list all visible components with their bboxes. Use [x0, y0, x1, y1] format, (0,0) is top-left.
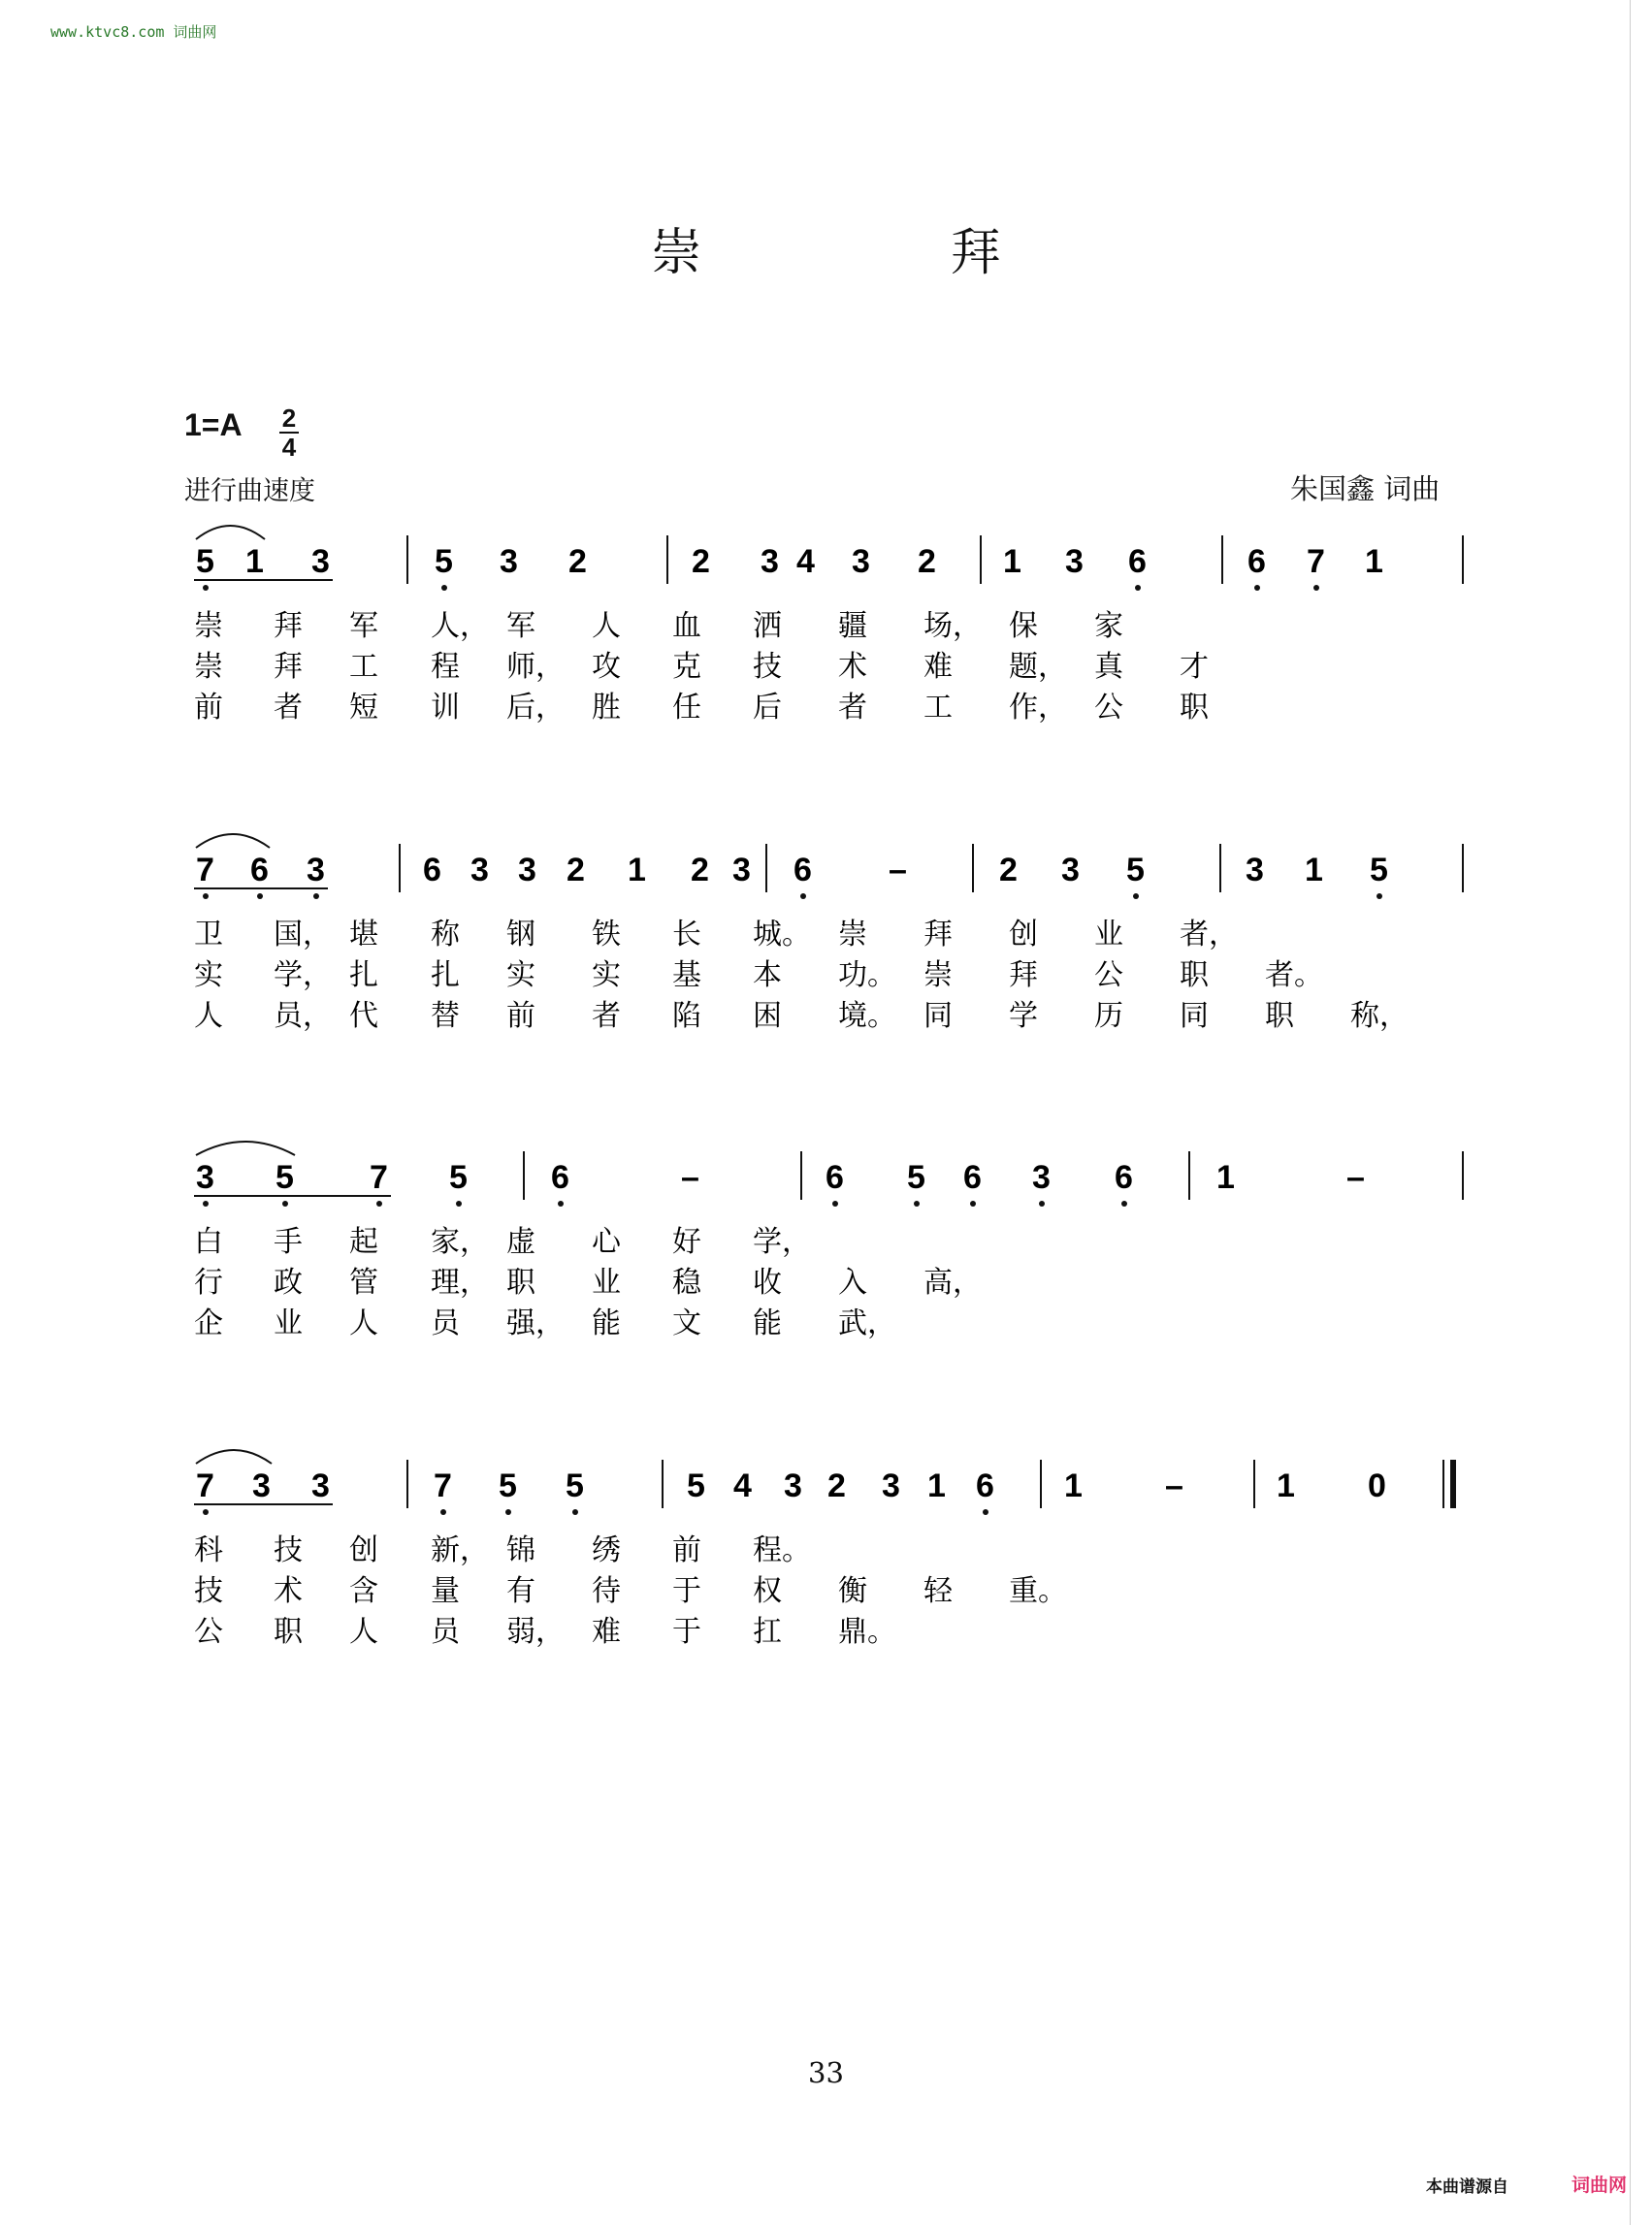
low-octave-dot [203, 1509, 209, 1515]
lyric-char: 学， [274, 958, 332, 992]
note: 2 [692, 543, 710, 580]
lyric-char: 理， [431, 1266, 489, 1300]
low-octave-dot [1121, 1201, 1127, 1207]
note: 6 [1115, 1159, 1133, 1196]
note: 6 [826, 1159, 844, 1196]
lyric-char: 扛 [753, 1615, 782, 1649]
note: 2 [691, 852, 709, 888]
slur [196, 1450, 272, 1464]
lyric-char: 绣 [592, 1533, 621, 1567]
page-number: 33 [808, 2056, 844, 2089]
note: 1 [1365, 543, 1383, 580]
lyric-char: 公 [1094, 958, 1123, 992]
note: 3 [784, 1467, 802, 1504]
note: 3 [311, 1467, 330, 1504]
lyric-char: 崇 [194, 609, 223, 643]
lyric-char: 管 [349, 1266, 378, 1300]
note: 7 [196, 852, 214, 888]
note: 1 [1305, 852, 1323, 888]
lyric-char: 强， [506, 1306, 565, 1340]
lyric-char: 拜 [274, 609, 303, 643]
low-octave-dot [832, 1201, 838, 1207]
low-octave-dot [970, 1201, 976, 1207]
lyric-char: 人， [431, 609, 489, 643]
lyric-char: 堪 [349, 918, 378, 951]
lyric-char: 疆 [838, 609, 867, 643]
note: 3 [1065, 543, 1084, 580]
lyric-char: 收 [753, 1266, 782, 1300]
lyric-char: 称 [431, 918, 460, 951]
note: 3 [1246, 852, 1264, 888]
note: 7 [370, 1159, 388, 1196]
lyric-char: 量 [431, 1574, 460, 1608]
low-octave-dot [440, 1509, 446, 1515]
lyric-char: 技 [274, 1533, 303, 1567]
lyric-char: 陷 [672, 999, 701, 1033]
lyric-char: 武， [838, 1306, 896, 1340]
lyric-char: 程 [431, 650, 460, 684]
lyric-char: 者 [838, 691, 867, 725]
lyric-char: 保 [1009, 609, 1038, 643]
lyric-char: 同 [923, 999, 953, 1033]
note: 6 [976, 1467, 994, 1504]
lyric-char: 待 [592, 1574, 621, 1608]
note: 5 [449, 1159, 468, 1196]
note: 3 [196, 1159, 214, 1196]
lyric-char: 员 [431, 1615, 460, 1649]
lyric-char: 职 [274, 1615, 303, 1649]
lyric-char: 政 [274, 1266, 303, 1300]
note: 5 [275, 1159, 294, 1196]
lyric-char: 军 [506, 609, 535, 643]
low-octave-dot [441, 585, 447, 591]
slur [196, 526, 265, 539]
lyric-char: 有 [506, 1574, 535, 1608]
note: 3 [761, 543, 779, 580]
low-octave-dot [203, 585, 209, 591]
lyric-char: 崇 [194, 650, 223, 684]
low-octave-dot [203, 1201, 209, 1207]
lyric-char: 扎 [349, 958, 378, 992]
note: 2 [827, 1467, 846, 1504]
source-label: 本曲谱源自 [1426, 2177, 1508, 2197]
lyric-char: 文 [672, 1306, 701, 1340]
slur [196, 1142, 295, 1155]
note: 2 [567, 852, 585, 888]
low-octave-dot [1133, 893, 1139, 899]
note: 7 [1307, 543, 1325, 580]
note: 5 [435, 543, 453, 580]
lyric-char: 企 [194, 1306, 223, 1340]
note: 0 [1368, 1467, 1386, 1504]
lyric-char: 师， [506, 650, 565, 684]
low-octave-dot [914, 1201, 920, 1207]
note: 2 [568, 543, 587, 580]
lyric-char: 才 [1180, 650, 1209, 684]
note: 5 [1370, 852, 1388, 888]
lyric-char: 克 [672, 650, 701, 684]
note: 6 [551, 1159, 569, 1196]
lyric-char: 人 [349, 1306, 378, 1340]
lyric-char: 难 [923, 650, 953, 684]
note: 1 [628, 852, 646, 888]
lyric-char: 拜 [274, 650, 303, 684]
lyric-char: 白 [194, 1225, 223, 1259]
slur [196, 834, 270, 848]
lyric-char: 能 [753, 1306, 782, 1340]
low-octave-dot [1135, 585, 1141, 591]
note: 4 [733, 1467, 752, 1504]
note: 3 [470, 852, 489, 888]
lyric-char: 心 [592, 1225, 621, 1259]
lyric-char: 洒 [753, 609, 782, 643]
lyric-char: 人 [592, 609, 621, 643]
note: 3 [732, 852, 751, 888]
lyric-char: 公 [1094, 691, 1123, 725]
note: 7 [434, 1467, 452, 1504]
lyric-char: 于 [672, 1615, 701, 1649]
note: 4 [796, 543, 815, 580]
lyric-char: 工 [923, 691, 953, 725]
lyric-char: 职 [506, 1266, 535, 1300]
note: 2 [999, 852, 1018, 888]
time-signature-bottom: 4 [281, 433, 297, 462]
lyric-char: 者 [274, 691, 303, 725]
lyric-char: 鼎。 [838, 1615, 896, 1649]
lyric-char: 含 [349, 1574, 378, 1608]
lyric-char: 虚 [506, 1225, 535, 1259]
lyric-char: 扎 [431, 958, 460, 992]
lyric-char: 前 [672, 1533, 701, 1567]
lyric-char: 家， [431, 1225, 489, 1259]
lyric-char: 军 [349, 609, 378, 643]
lyric-char: 高， [923, 1266, 982, 1300]
lyric-char: 拜 [923, 918, 953, 951]
lyric-char: 能 [592, 1306, 621, 1340]
lyric-char: 职 [1180, 691, 1209, 725]
lyric-char: 学， [753, 1225, 811, 1259]
low-octave-dot [313, 893, 319, 899]
low-octave-dot [257, 893, 263, 899]
lyric-char: 实 [506, 958, 535, 992]
lyric-char: 血 [672, 609, 701, 643]
note: 6 [1247, 543, 1266, 580]
composer-credit: 朱国鑫 词曲 [1290, 472, 1441, 505]
lyric-char: 行 [194, 1266, 223, 1300]
lyric-char: 短 [349, 691, 378, 725]
lyric-char: 训 [431, 691, 460, 725]
low-octave-dot [1254, 585, 1260, 591]
note: 5 [499, 1467, 517, 1504]
note: 5 [907, 1159, 925, 1196]
low-octave-dot [983, 1509, 988, 1515]
key-signature: 1=A [184, 407, 243, 442]
note: 3 [882, 1467, 900, 1504]
lyric-char: 前 [506, 999, 535, 1033]
lyric-char: 技 [753, 650, 782, 684]
lyric-char: 卫 [194, 918, 223, 951]
lyric-char: 真 [1094, 650, 1123, 684]
lyric-char: 入 [838, 1266, 867, 1300]
note: 3 [252, 1467, 271, 1504]
note: 5 [196, 543, 214, 580]
lyric-char: 业 [274, 1306, 303, 1340]
note: 1 [1216, 1159, 1235, 1196]
lyric-char: 称， [1350, 999, 1409, 1033]
note: 2 [918, 543, 936, 580]
lyric-char: 公 [194, 1615, 223, 1649]
lyric-char: 于 [672, 1574, 701, 1608]
lyric-char: 技 [194, 1574, 223, 1608]
note: 1 [245, 543, 264, 580]
lyric-char: 好 [672, 1225, 701, 1259]
lyric-char: 场， [923, 609, 982, 643]
tempo-marking: 进行曲速度 [184, 476, 315, 506]
lyric-char: 长 [672, 918, 701, 951]
lyric-char: 程。 [753, 1533, 811, 1567]
note: 3 [1061, 852, 1080, 888]
note: 7 [196, 1467, 214, 1504]
lyric-char: 起 [349, 1225, 378, 1259]
note: 3 [311, 543, 330, 580]
lyric-char: 功。 [838, 958, 896, 992]
lyric-char: 者 [592, 999, 621, 1033]
low-octave-dot [376, 1201, 382, 1207]
lyric-char: 铁 [592, 918, 621, 951]
lyric-char: 人 [194, 999, 223, 1033]
sustain-dash: – [681, 1159, 699, 1196]
lyric-char: 国， [274, 918, 332, 951]
low-octave-dot [505, 1509, 511, 1515]
low-octave-dot [800, 893, 806, 899]
note: 3 [852, 543, 870, 580]
lyric-char: 代 [349, 999, 378, 1033]
lyric-char: 职 [1180, 958, 1209, 992]
site-url-watermark: www.ktvc8.com 词曲网 [50, 23, 217, 41]
low-octave-dot [1313, 585, 1319, 591]
lyric-char: 本 [753, 958, 782, 992]
lyric-char: 权 [753, 1574, 782, 1608]
lyric-char: 新， [431, 1533, 489, 1567]
song-title: 崇 拜 [651, 224, 1118, 282]
note: 1 [1003, 543, 1021, 580]
lyric-char: 任 [672, 691, 701, 725]
lyric-char: 弱， [506, 1615, 565, 1649]
lyric-char: 崇 [838, 918, 867, 951]
lyric-char: 业 [592, 1266, 621, 1300]
lyric-char: 实 [592, 958, 621, 992]
note: 6 [794, 852, 812, 888]
note: 3 [307, 852, 325, 888]
lyric-char: 难 [592, 1615, 621, 1649]
sustain-dash: – [889, 852, 907, 888]
note: 1 [1277, 1467, 1295, 1504]
time-signature-top: 2 [281, 403, 297, 433]
lyric-char: 实 [194, 958, 223, 992]
note: 3 [500, 543, 518, 580]
note: 5 [566, 1467, 584, 1504]
lyric-char: 作， [1009, 691, 1067, 725]
note: 5 [1126, 852, 1145, 888]
note: 1 [927, 1467, 946, 1504]
lyric-char: 后 [753, 691, 782, 725]
lyric-char: 崇 [923, 958, 953, 992]
note: 3 [518, 852, 536, 888]
lyric-char: 工 [349, 650, 378, 684]
lyric-char: 替 [431, 999, 460, 1033]
lyric-char: 员， [274, 999, 332, 1033]
lyric-char: 拜 [1009, 958, 1038, 992]
low-octave-dot [282, 1201, 288, 1207]
sustain-dash: – [1346, 1159, 1365, 1196]
lyric-char: 者， [1180, 918, 1238, 951]
note: 1 [1064, 1467, 1083, 1504]
lyric-char: 稳 [672, 1266, 701, 1300]
lyric-char: 创 [349, 1533, 378, 1567]
lyric-char: 衡 [838, 1574, 867, 1608]
lyric-char: 前 [194, 691, 223, 725]
lyric-char: 术 [838, 650, 867, 684]
low-octave-dot [572, 1509, 578, 1515]
low-octave-dot [558, 1201, 564, 1207]
note: 6 [1128, 543, 1147, 580]
lyric-char: 钢 [506, 918, 535, 951]
note: 6 [250, 852, 269, 888]
lyric-char: 题， [1009, 650, 1067, 684]
lyric-char: 手 [274, 1225, 303, 1259]
lyric-char: 锦 [506, 1533, 535, 1567]
lyric-char: 科 [194, 1533, 223, 1567]
lyric-char: 业 [1094, 918, 1123, 951]
sustain-dash: – [1165, 1467, 1183, 1504]
low-octave-dot [203, 893, 209, 899]
lyric-char: 重。 [1009, 1574, 1067, 1608]
lyric-char: 后， [506, 691, 565, 725]
low-octave-dot [1039, 1201, 1045, 1207]
low-octave-dot [456, 1201, 462, 1207]
low-octave-dot [1377, 893, 1382, 899]
note: 3 [1032, 1159, 1051, 1196]
lyric-char: 基 [672, 958, 701, 992]
lyric-char: 学 [1009, 999, 1038, 1033]
lyric-char: 困 [753, 999, 782, 1033]
lyric-char: 者。 [1265, 958, 1323, 992]
lyric-char: 人 [349, 1615, 378, 1649]
lyric-char: 职 [1265, 999, 1294, 1033]
source-brand-logo: 词曲网 [1571, 2175, 1628, 2196]
note: 6 [963, 1159, 982, 1196]
lyric-char: 历 [1094, 999, 1123, 1033]
lyric-char: 境。 [838, 999, 896, 1033]
lyric-char: 创 [1009, 918, 1038, 951]
lyric-char: 胜 [592, 691, 621, 725]
note: 6 [423, 852, 441, 888]
lyric-char: 家 [1094, 609, 1123, 643]
lyric-char: 同 [1180, 999, 1209, 1033]
lyric-char: 攻 [592, 650, 621, 684]
lyric-char: 轻 [923, 1574, 953, 1608]
lyric-char: 城。 [753, 918, 811, 951]
lyric-char: 员 [431, 1306, 460, 1340]
note: 5 [687, 1467, 705, 1504]
lyric-char: 术 [274, 1574, 303, 1608]
